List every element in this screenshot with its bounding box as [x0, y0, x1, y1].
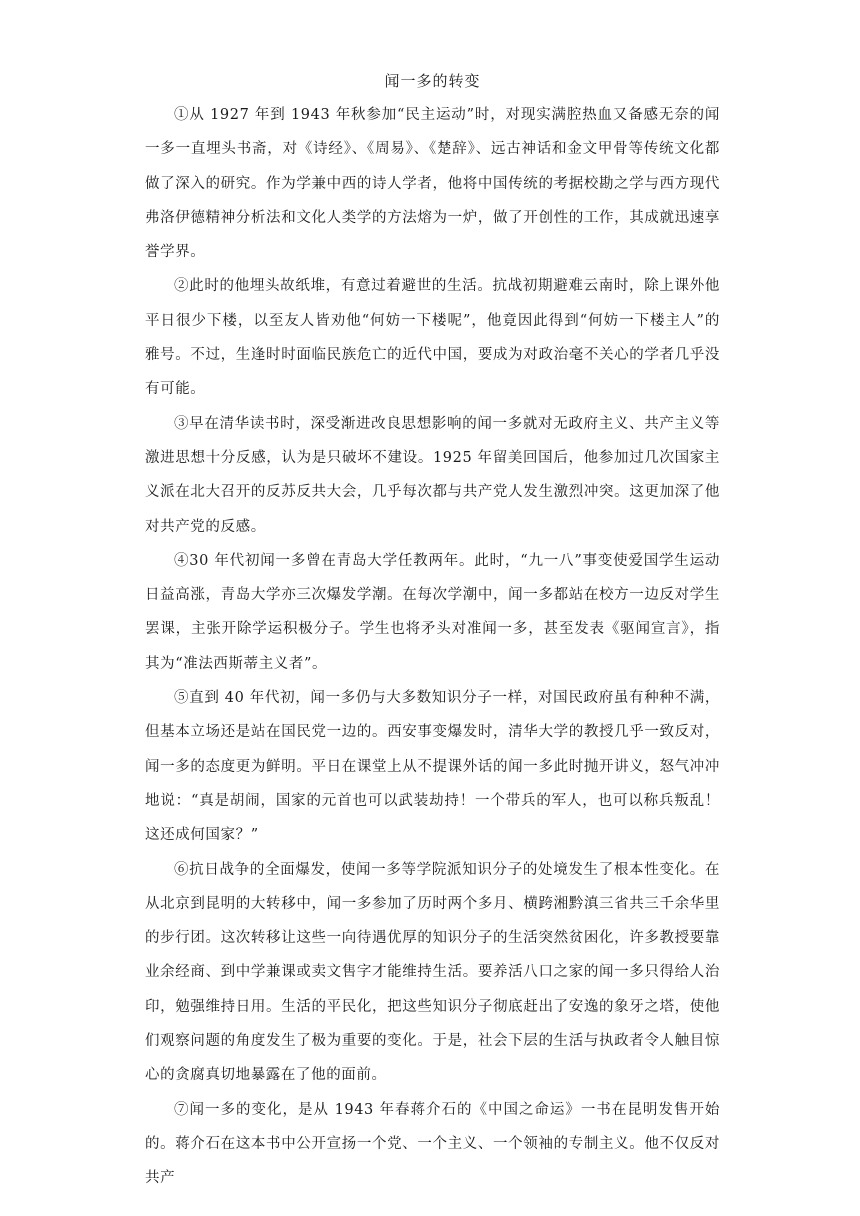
paragraph-5: ⑤直到 40 年代初，闻一多仍与大多数知识分子一样，对国民政府虽有种种不满，但基本立场还是站在国民党一边的。西安事变爆发时，清华大学的教授几乎一致反对，闻一多的态度更为鲜明。平日在课堂上从不提课外话的闻一多此时抛开讲义，怒气冲冲地说：“真是胡闹，国家的元首也可以武装劫持！一个带兵的军人，也可以称兵叛乱！这还成何国家？” [145, 690, 720, 844]
paragraph-6: ⑥抗日战争的全面爆发，使闻一多等学院派知识分子的处境发生了根本性变化。在从北京到昆明的大转移中，闻一多参加了历时两个多月、横跨湘黔滇三省共三千余华里的步行团。这次转移让这些一向待遇优厚的知识分子的生活突然贫困化，许多教授要靠业余经商、到中学兼课或卖文售字才能维持生活。要养活八口之家的闻一多只得给人治印，勉强维持日用。生活的平民化，把这些知识分子彻底赶出了安逸的象牙之塔，使他们观察问题的角度发生了极为重要的变化。于是，社会下层的生活与执政者令人触目惊心的贪腐真切地暴露在了他的面前。 [145, 861, 720, 1084]
article-title: 闻一多的转变 [384, 72, 481, 90]
paragraph-7: ⑦闻一多的变化，是从 1943 年春蒋介石的《中国之命运》一书在昆明发售开始的。蒋介石在这本书中公开宣扬一个党、一个主义、一个领袖的专制主义。他不仅反对共产 [145, 1101, 720, 1187]
paragraph-1: ①从 1927 年到 1943 年秋参加“民主运动”时，对现实满腔热血又备感无奈的闻一多一直埋头书斋，对《诗经》、《周易》、《楚辞》、远古神话和金文甲骨等传统文化都做了深入的研究。作为学兼中西的诗人学者，他将中国传统的考据校勘之学与西方现代弗洛伊德精神分析法和文化人类学的方法熔为一炉，做了开创性的工作，其成就迅速享誉学界。 [145, 107, 720, 261]
paragraph-3: ③早在清华读书时，深受渐进改良思想影响的闻一多就对无政府主义、共产主义等激进思想十分反感，认为是只破坏不建设。1925 年留美回国后，他参加过几次国家主义派在北大召开的反苏反共大会，几乎每次都与共产党人发生激烈冲突。这更加深了他对共产党的反感。 [145, 415, 720, 535]
paragraph-2: ②此时的他埋头故纸堆，有意过着避世的生活。抗战初期避难云南时，除上课外他平日很少下楼，以至友人皆劝他“何妨一下楼呢”，他竟因此得到“何妨一下楼主人”的雅号。不过，生逢时时面临民族危亡的近代中国，要成为对政治毫不关心的学者几乎没有可能。 [145, 278, 720, 398]
paragraph-4: ④30 年代初闻一多曾在青岛大学任教两年。此时，“九一八”事变使爱国学生运动日益高涨，青岛大学亦三次爆发学潮。在每次学潮中，闻一多都站在校方一边反对学生罢课，主张开除学运积极分子。学生也将矛头对准闻一多，甚至发表《驱闻宣言》，指其为“准法西斯蒂主义者”。 [145, 552, 720, 672]
